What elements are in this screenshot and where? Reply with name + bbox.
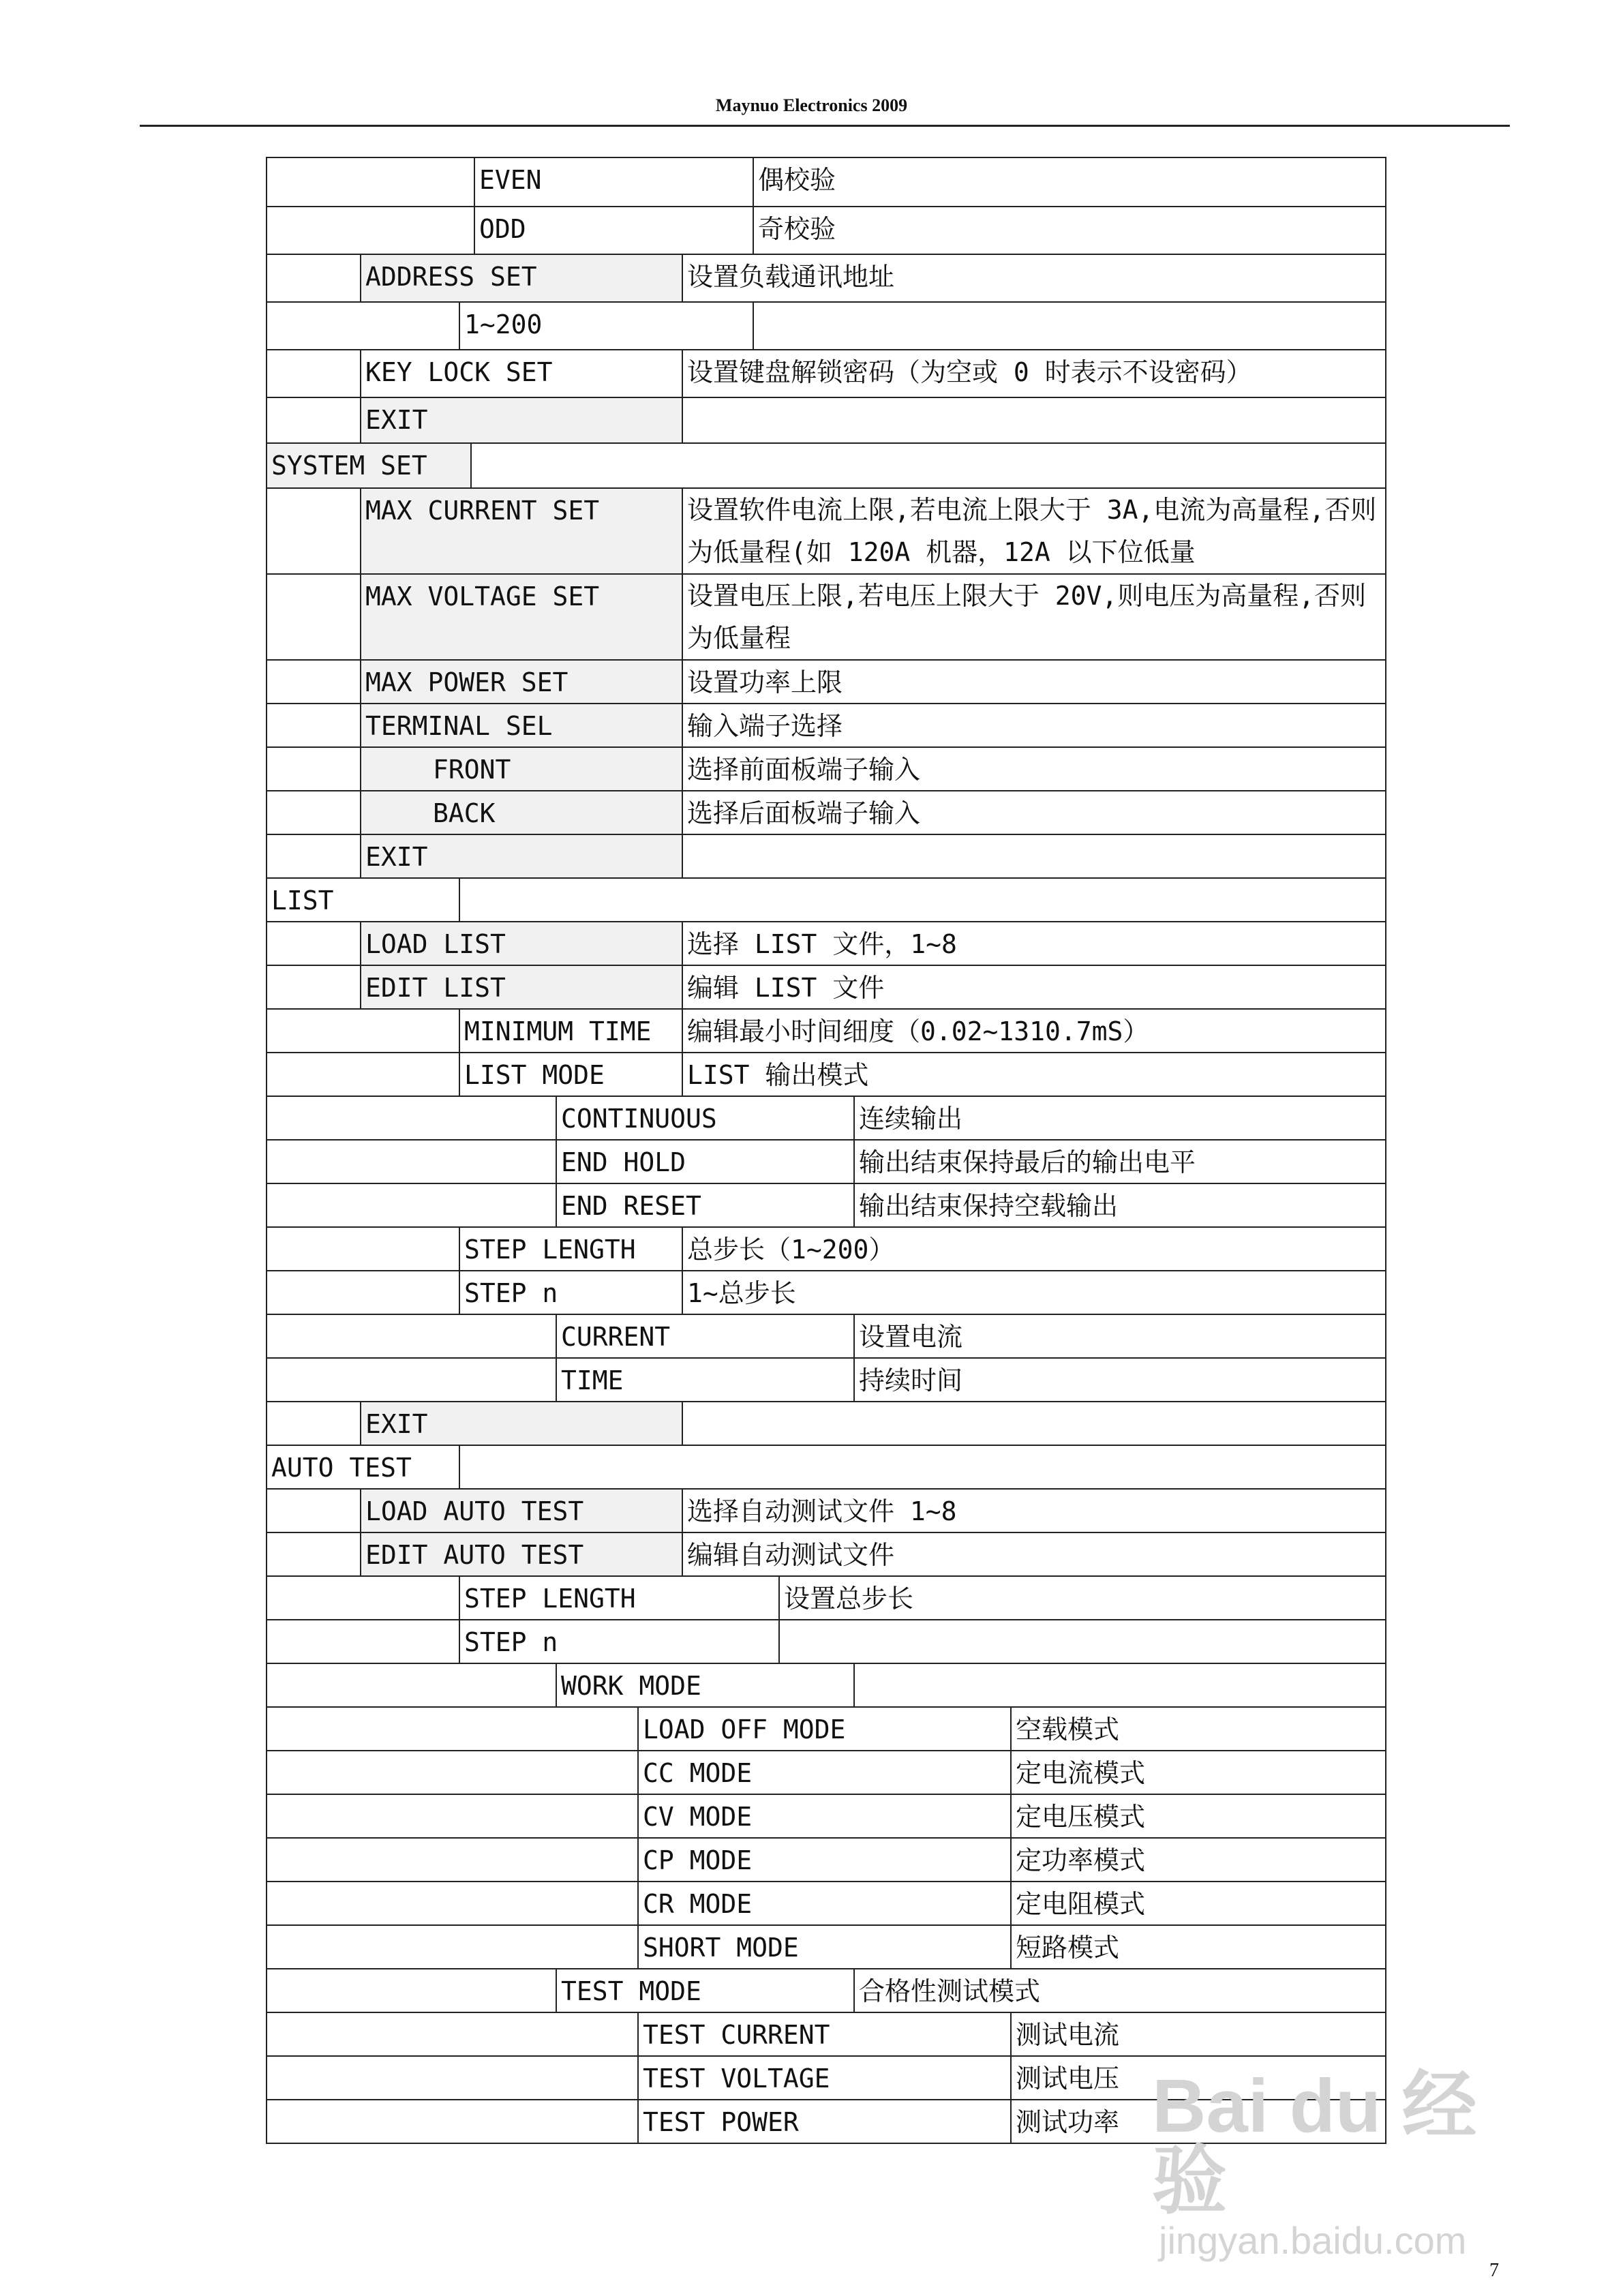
table-cell: EXIT <box>360 1401 683 1447</box>
table-row <box>0 1357 1623 1402</box>
table-row <box>0 965 1623 1009</box>
table-cell: LIST <box>266 877 460 923</box>
table-cell: 空载模式 <box>1010 1706 1386 1752</box>
table-row <box>0 349 1623 397</box>
table-cell: STEP LENGTH <box>459 1575 780 1621</box>
table-cell <box>266 2012 639 2057</box>
table-cell <box>266 921 361 967</box>
table-cell <box>266 790 361 836</box>
table-row <box>0 397 1623 443</box>
table-cell: TIME <box>556 1357 855 1403</box>
table-cell <box>266 965 361 1010</box>
table-cell: 设置键盘解锁密码（为空或 0 时表示不设密码） <box>682 349 1386 399</box>
table-cell: 输入端子选择 <box>682 703 1386 749</box>
table-cell: BACK <box>360 790 683 836</box>
watermark-url: jingyan.baidu.com <box>1159 2219 1467 2262</box>
table-cell: LOAD OFF MODE <box>637 1706 1012 1752</box>
table-cell: 测试电流 <box>1010 2012 1386 2057</box>
table-row <box>0 790 1623 834</box>
table-row <box>0 1183 1623 1227</box>
table-cell <box>266 1139 557 1185</box>
table-cell <box>266 1096 557 1141</box>
table-cell: 定电阻模式 <box>1010 1881 1386 1927</box>
table-cell: 选择前面板端子输入 <box>682 746 1386 792</box>
table-cell <box>266 834 361 879</box>
table-row <box>0 1052 1623 1096</box>
table-cell: EXIT <box>360 397 683 444</box>
table-cell: ODD <box>474 206 754 255</box>
table-cell <box>266 1488 361 1534</box>
table-cell: WORK MODE <box>556 1663 855 1708</box>
table-cell <box>682 834 1386 879</box>
table-cell <box>266 1968 557 2014</box>
table-row <box>0 834 1623 878</box>
table-cell <box>266 1619 460 1665</box>
table-cell: 定功率模式 <box>1010 1837 1386 1883</box>
table-cell: 测试功率 <box>1010 2099 1386 2144</box>
table-row <box>0 1532 1623 1576</box>
table-cell <box>266 1008 460 1054</box>
table-cell: EDIT AUTO TEST <box>360 1532 683 1577</box>
table-cell <box>266 1052 460 1098</box>
table-cell: TEST CURRENT <box>637 2012 1012 2057</box>
table-cell <box>266 1575 460 1621</box>
table-cell: 编辑自动测试文件 <box>682 1532 1386 1577</box>
watermark-logo: Bai du 经验 <box>1152 2064 1477 2223</box>
table-cell: LOAD AUTO TEST <box>360 1488 683 1534</box>
table-row <box>0 1881 1623 1925</box>
table-cell <box>266 1750 639 1796</box>
table-cell: END HOLD <box>556 1139 855 1185</box>
table-row <box>0 1837 1623 1882</box>
table-cell <box>266 1663 557 1708</box>
table-row <box>0 254 1623 302</box>
table-row <box>0 659 1623 704</box>
table-cell: EXIT <box>360 834 683 879</box>
table-cell <box>266 157 475 208</box>
table-cell: MAX POWER SET <box>360 659 683 705</box>
table-cell <box>266 746 361 792</box>
table-cell <box>459 1445 1386 1490</box>
table-cell: 定电流模式 <box>1010 1750 1386 1796</box>
table-cell: AUTO TEST <box>266 1445 460 1490</box>
table-cell <box>682 1401 1386 1447</box>
table-cell: TERMINAL SEL <box>360 703 683 749</box>
table-row <box>0 301 1623 350</box>
table-cell: 定电压模式 <box>1010 1794 1386 1839</box>
table-row <box>0 1401 1623 1445</box>
table-cell: KEY LOCK SET <box>360 349 683 399</box>
table-cell <box>853 1663 1386 1708</box>
table-cell <box>266 1794 639 1839</box>
table-cell <box>266 1270 460 1316</box>
table-cell <box>266 1532 361 1577</box>
table-row <box>0 1750 1623 1794</box>
page-header-title: Maynuo Electronics 2009 <box>715 95 908 115</box>
table-row <box>0 1270 1623 1314</box>
table-cell <box>266 2099 639 2144</box>
table-cell: LIST 输出模式 <box>682 1052 1386 1098</box>
table-cell <box>266 1401 361 1447</box>
table-cell: SYSTEM SET <box>266 442 472 489</box>
table-cell: 合格性测试模式 <box>853 1968 1386 2014</box>
table-cell: 输出结束保持空载输出 <box>853 1183 1386 1228</box>
table-cell: MAX VOLTAGE SET <box>360 573 683 661</box>
table-cell: 持续时间 <box>853 1357 1386 1403</box>
table-cell <box>266 2055 639 2101</box>
table-cell: FRONT <box>360 746 683 792</box>
table-cell <box>266 1357 557 1403</box>
table-cell: 短路模式 <box>1010 1924 1386 1970</box>
table-row <box>0 877 1623 922</box>
table-row <box>0 1008 1623 1053</box>
table-row <box>0 1619 1623 1663</box>
table-cell <box>266 1314 557 1359</box>
table-row <box>0 1139 1623 1183</box>
table-cell: EVEN <box>474 157 754 208</box>
table-cell: 测试电压 <box>1010 2055 1386 2101</box>
table-row <box>0 157 1623 207</box>
table-row <box>0 2012 1623 2056</box>
table-cell: 编辑最小时间细度（0.02~1310.7mS） <box>682 1008 1386 1054</box>
table-cell: CC MODE <box>637 1750 1012 1796</box>
table-cell: END RESET <box>556 1183 855 1228</box>
table-cell: 设置电流 <box>853 1314 1386 1359</box>
table-cell: TEST MODE <box>556 1968 855 2014</box>
table-row <box>0 1226 1623 1271</box>
table-cell: 编辑 LIST 文件 <box>682 965 1386 1010</box>
table-cell <box>266 206 475 255</box>
table-row <box>0 1794 1623 1838</box>
table-row <box>0 1445 1623 1489</box>
table-row <box>0 442 1623 487</box>
table-cell <box>266 1924 639 1970</box>
table-cell <box>778 1619 1386 1665</box>
table-cell <box>266 397 361 444</box>
table-cell: LOAD LIST <box>360 921 683 967</box>
table-row <box>0 1096 1623 1140</box>
table-row <box>0 746 1623 791</box>
table-cell: 设置负载通讯地址 <box>682 254 1386 303</box>
table-cell: 选择后面板端子输入 <box>682 790 1386 836</box>
table-cell <box>266 659 361 705</box>
table-cell: STEP n <box>459 1619 780 1665</box>
table-cell: STEP LENGTH <box>459 1226 683 1272</box>
table-cell: 输出结束保持最后的输出电平 <box>853 1139 1386 1185</box>
table-cell: CV MODE <box>637 1794 1012 1839</box>
table-cell: CR MODE <box>637 1881 1012 1927</box>
table-cell <box>753 301 1386 351</box>
table-cell <box>266 1706 639 1752</box>
table-cell <box>266 573 361 661</box>
table-cell <box>266 487 361 575</box>
table-row <box>0 1314 1623 1358</box>
table-cell: EDIT LIST <box>360 965 683 1010</box>
table-cell: TEST POWER <box>637 2099 1012 2144</box>
table-cell: 1~总步长 <box>682 1270 1386 1316</box>
table-cell: STEP n <box>459 1270 683 1316</box>
table-cell: CP MODE <box>637 1837 1012 1883</box>
table-cell: SHORT MODE <box>637 1924 1012 1970</box>
table-cell: CURRENT <box>556 1314 855 1359</box>
table-row <box>0 1706 1623 1751</box>
table-cell: 选择 LIST 文件，1~8 <box>682 921 1386 967</box>
table-cell <box>266 349 361 399</box>
table-row <box>0 487 1623 574</box>
table-cell: 设置电压上限,若电压上限大于 20V,则电压为高量程,否则为低量程 <box>682 573 1386 661</box>
table-row <box>0 1575 1623 1620</box>
table-cell <box>266 1226 460 1272</box>
table-cell <box>266 1183 557 1228</box>
table-row <box>0 1968 1623 2012</box>
table-row <box>0 703 1623 747</box>
table-cell: 选择自动测试文件 1~8 <box>682 1488 1386 1534</box>
table-cell: 总步长（1~200） <box>682 1226 1386 1272</box>
table-cell <box>682 397 1386 444</box>
table-cell <box>266 301 460 351</box>
table-row <box>0 206 1623 254</box>
table-cell: MAX CURRENT SET <box>360 487 683 575</box>
table-cell <box>266 1881 639 1927</box>
page-number: 7 <box>1489 2260 1499 2281</box>
table-row <box>0 921 1623 965</box>
table-cell: TEST VOLTAGE <box>637 2055 1012 2101</box>
table-cell <box>266 1837 639 1883</box>
table-cell: 设置总步长 <box>778 1575 1386 1621</box>
table-row <box>0 1924 1623 1969</box>
table-cell: 1~200 <box>459 301 754 351</box>
table-cell: LIST MODE <box>459 1052 683 1098</box>
table-cell: MINIMUM TIME <box>459 1008 683 1054</box>
baidu-watermark <box>1152 2064 1534 2263</box>
table-cell <box>459 877 1386 923</box>
table-row <box>0 1488 1623 1532</box>
table-cell: 设置功率上限 <box>682 659 1386 705</box>
table-cell <box>266 703 361 749</box>
table-cell: ADDRESS SET <box>360 254 683 303</box>
table-cell: CONTINUOUS <box>556 1096 855 1141</box>
table-cell <box>266 254 361 303</box>
table-cell <box>470 442 1386 489</box>
table-row <box>0 1663 1623 1707</box>
table-cell: 连续输出 <box>853 1096 1386 1141</box>
table-row <box>0 573 1623 660</box>
table-cell: 设置软件电流上限,若电流上限大于 3A,电流为高量程,否则为低量程(如 120A 机器，12A 以下位低量 <box>682 487 1386 575</box>
table-cell: 奇校验 <box>753 206 1386 255</box>
table-cell: 偶校验 <box>753 157 1386 208</box>
